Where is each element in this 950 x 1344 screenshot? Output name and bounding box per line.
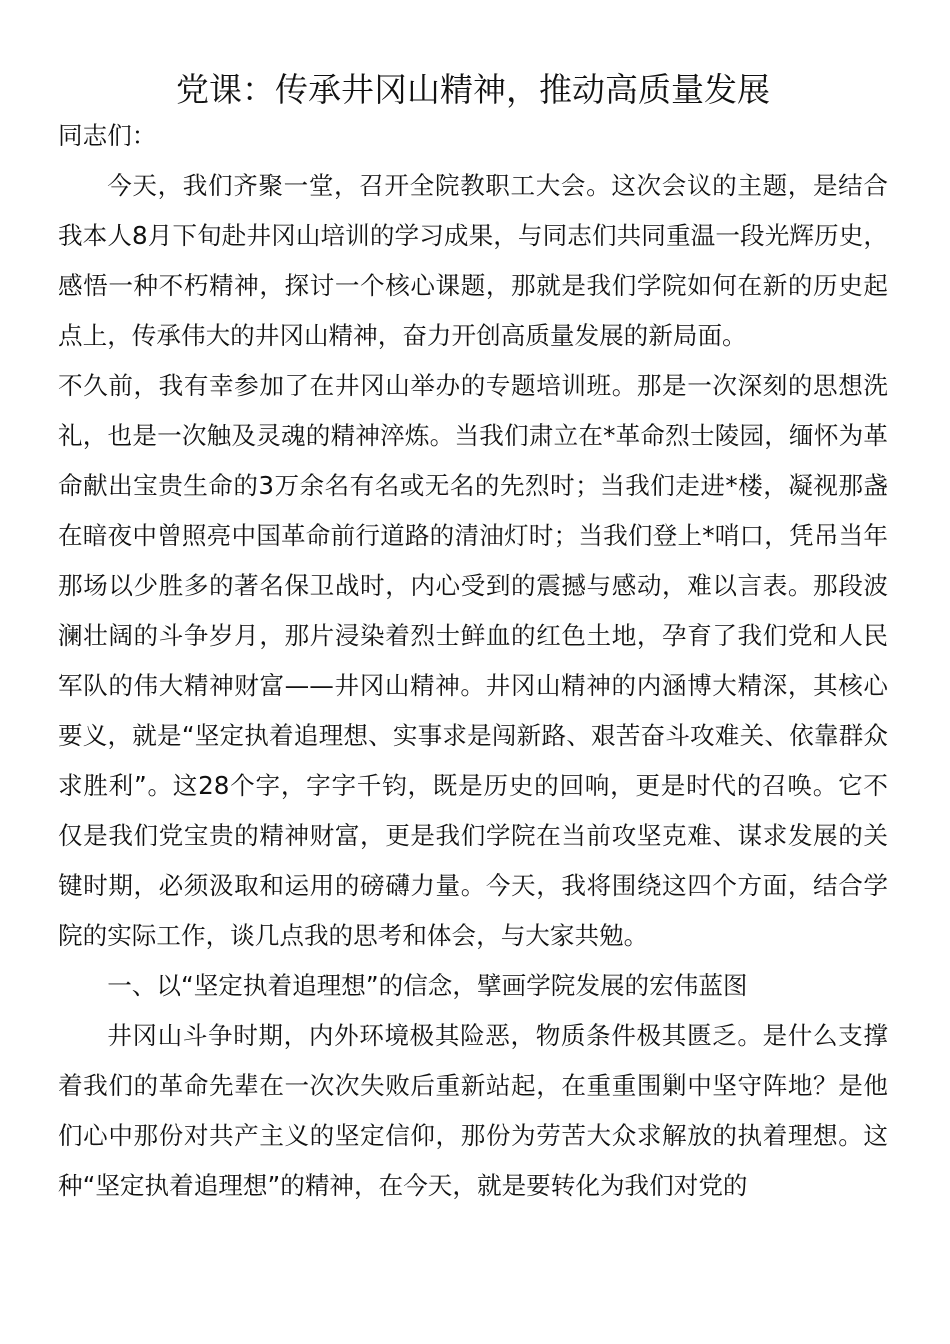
paragraph-training: 不久前，我有幸参加了在井冈山举办的专题培训班。那是一次深刻的思想洗礼，也是一次触及灵魂的精神淬炼。当我们肃立在*革命烈士陵园，缅怀为革命献出宝贵生命的3万余名有名或无名的先烈时；当我们走进*楼，凝视那盏在暗夜中曾照亮中国革命前行道路的清油灯时；当我们登上*哨口，凭吊当年那场以少胜多的著名保卫战时，内心受到的震撼与感动，难以言表。那段波澜壮阔的斗争岁月，那片浸染着烈士鲜血的红色土地，孕育了我们党和人民军队的伟大精神财富——井冈山精神。井冈山精神的内涵博大精深，其核心要义，就是“坚定执着追理想、实事求是闯新路、艰苦奋斗攻难关、依靠群众求胜利”。这28个字，字字千钧，既是历史的回响，更是时代的召唤。它不仅是我们党宝贵的精神财富，更是我们学院在当前攻坚克难、谋求发展的关键时期，必须汲取和运用的磅礴力量。今天，我将围绕这四个方面，结合学院的实际工作，谈几点我的思考和体会，与大家共勉。 (58, 371, 888, 950)
paragraph-intro: 今天，我们齐聚一堂，召开全院教职工大会。这次会议的主题，是结合我本人8月下旬赴井冈山培训的学习成果，与同志们共同重温一段光辉历史，感悟一种不朽精神，探讨一个核心课题，那就是我们学院如何在新的历史起点上，传承伟大的井冈山精神，奋力开创高质量发展的新局面。 (58, 171, 888, 350)
greeting: 同志们： (58, 121, 157, 150)
section-paragraph: 井冈山斗争时期，内外环境极其险恶，物质条件极其匮乏。是什么支撑着我们的革命先辈在一次次失败后重新站起，在重重围剿中坚守阵地？是他们心中那份对共产主义的坚定信仰，那份为劳苦大众求解放的执着理想。这种“坚定执着追理想”的精神，在今天，就是要转化为我们对党的 (58, 1021, 888, 1200)
document-page (58, 66, 888, 1211)
section-heading: 一、以“坚定执着追理想”的信念，擘画学院发展的宏伟蓝图 (107, 971, 748, 1000)
document-title: 党课：传承井冈山精神，推动高质量发展 (176, 70, 770, 109)
